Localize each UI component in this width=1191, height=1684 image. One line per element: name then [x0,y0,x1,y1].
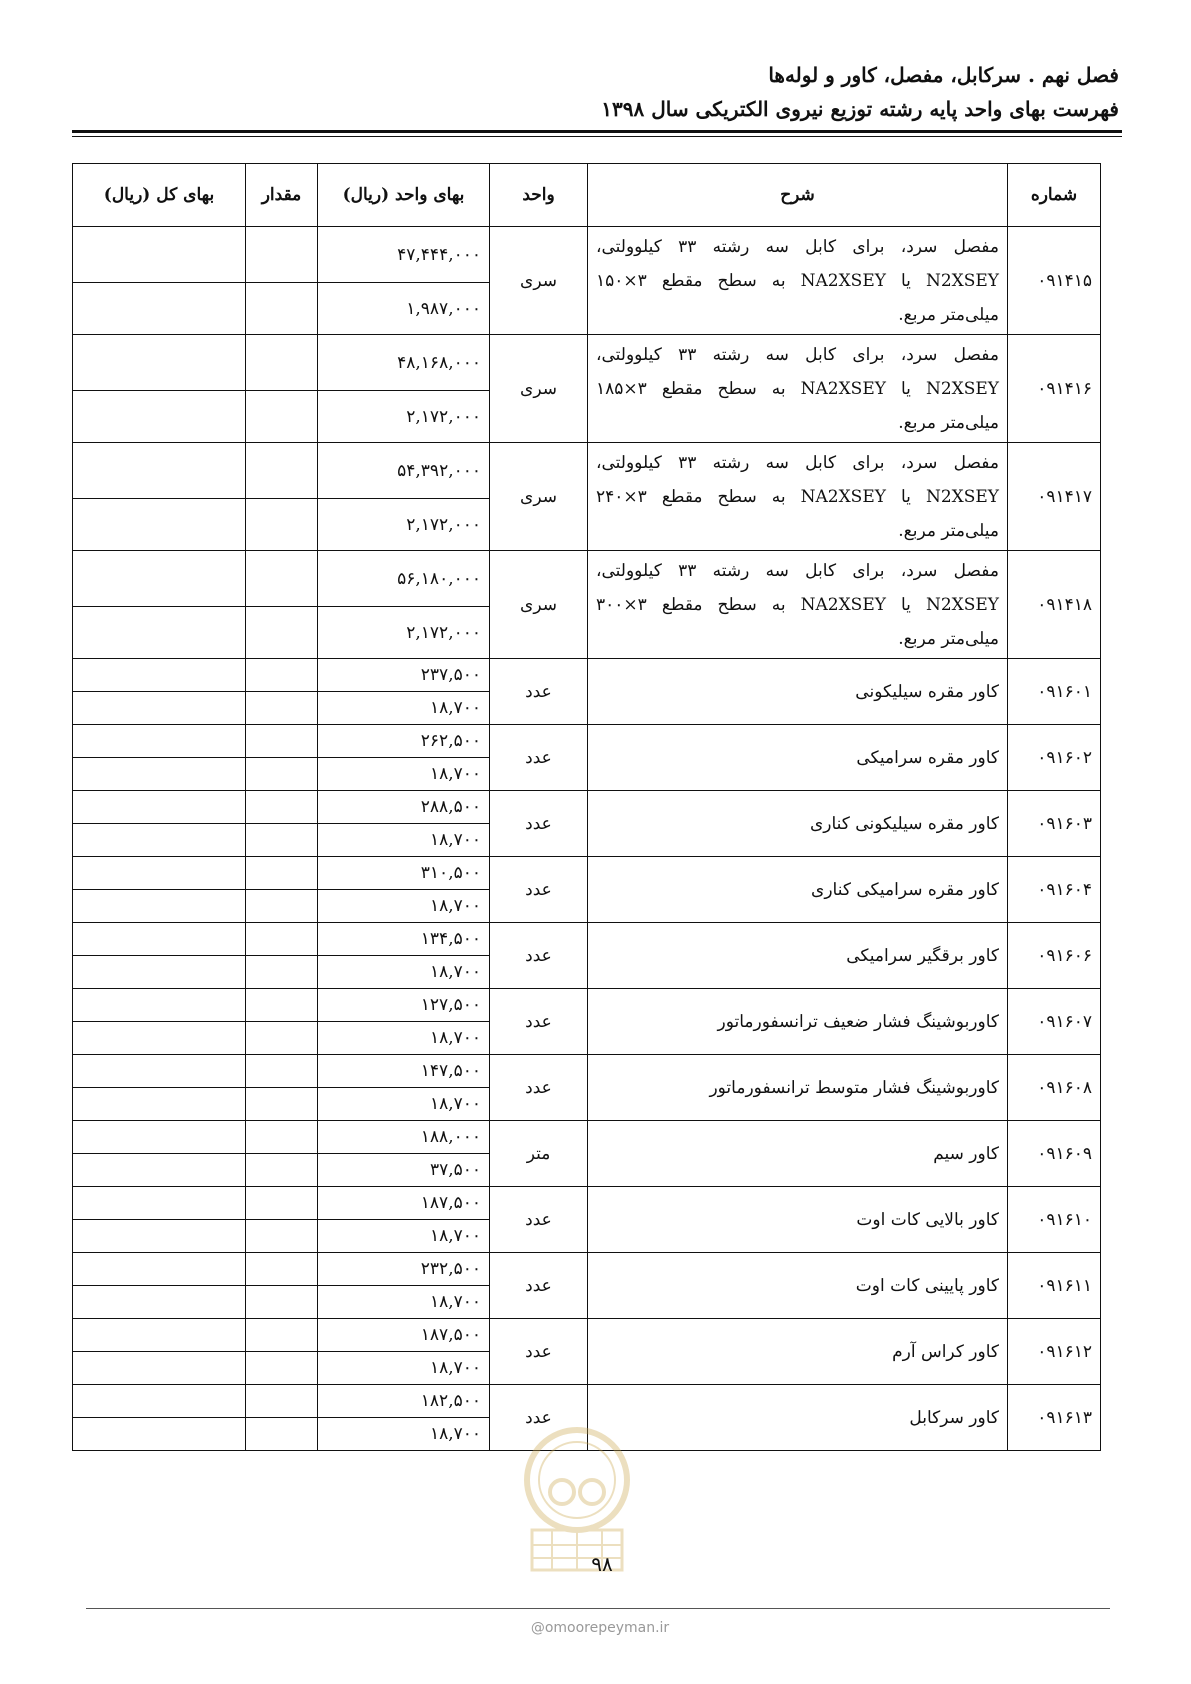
table-row [73,923,1101,956]
item-unit: متر [490,1121,588,1187]
item-quantity-cell [246,1385,318,1418]
table-row [73,1121,1101,1154]
item-quantity-cell [246,443,318,499]
item-price-primary: ۴۸,۱۶۸,۰۰۰ [318,335,490,391]
item-code: ۰۹۱۶۰۳ [1008,791,1101,857]
item-total-cell [73,1385,246,1418]
item-unit: عدد [490,1385,588,1451]
table-row [73,659,1101,692]
item-total-cell [73,1319,246,1352]
item-unit: عدد [490,1253,588,1319]
item-unit: عدد [490,857,588,923]
item-price-primary: ۲۸۸,۵۰۰ [318,791,490,824]
item-quantity-cell [246,551,318,607]
item-unit: سری [490,335,588,443]
item-code: ۰۹۱۴۱۸ [1008,551,1101,659]
header-quantity: مقدار [246,164,318,227]
item-price-secondary: ۱۸,۷۰۰ [318,824,490,857]
item-total-cell [73,1220,246,1253]
item-code: ۰۹۱۴۱۶ [1008,335,1101,443]
watermark-logo [512,1420,642,1580]
item-description: مفصل سرد، برای کابل سه رشته ۳۳ کیلوولتی، N2XSEY یا NA2XSEY به سطح مقطع ۳×۲۴۰ میلی‌متر مربع. [588,443,1008,551]
header-rule-thin [72,136,1122,137]
item-price-secondary: ۱,۹۸۷,۰۰۰ [318,283,490,335]
item-total-cell [73,857,246,890]
item-price-secondary: ۲,۱۷۲,۰۰۰ [318,391,490,443]
item-description: کاور مقره سیلیکونی کناری [588,791,1008,857]
item-price-secondary: ۱۸,۷۰۰ [318,956,490,989]
item-total-cell [73,1154,246,1187]
item-quantity-cell [246,1253,318,1286]
item-total-cell [73,1352,246,1385]
item-price-primary: ۴۷,۴۴۴,۰۰۰ [318,227,490,283]
table-row [73,551,1101,607]
item-quantity-cell [246,1121,318,1154]
item-total-cell [73,1088,246,1121]
price-table [72,163,1101,1451]
item-code: ۰۹۱۶۰۱ [1008,659,1101,725]
item-quantity-cell [246,607,318,659]
item-total-cell [73,890,246,923]
item-price-primary: ۲۳۲,۵۰۰ [318,1253,490,1286]
header-total: بهای کل (ریال) [73,164,246,227]
item-description: کاور سیم [588,1121,1008,1187]
item-description: مفصل سرد، برای کابل سه رشته ۳۳ کیلوولتی، N2XSEY یا NA2XSEY به سطح مقطع ۳×۱۵۰ میلی‌متر مربع. [588,227,1008,335]
item-description: کاوربوشینگ فشار ضعیف ترانسفورماتور [588,989,1008,1055]
item-quantity-cell [246,923,318,956]
item-quantity-cell [246,1154,318,1187]
item-price-primary: ۲۳۷,۵۰۰ [318,659,490,692]
item-description: کاور کراس آرم [588,1319,1008,1385]
item-price-secondary: ۲,۱۷۲,۰۰۰ [318,607,490,659]
item-code: ۰۹۱۴۱۷ [1008,443,1101,551]
item-quantity-cell [246,758,318,791]
table-row [73,1319,1101,1352]
item-quantity-cell [246,824,318,857]
item-total-cell [73,824,246,857]
item-price-primary: ۲۶۲,۵۰۰ [318,725,490,758]
item-price-secondary: ۱۸,۷۰۰ [318,1088,490,1121]
item-unit: سری [490,227,588,335]
item-price-primary: ۱۴۷,۵۰۰ [318,1055,490,1088]
item-quantity-cell [246,499,318,551]
item-price-secondary: ۱۸,۷۰۰ [318,692,490,725]
item-price-secondary: ۱۸,۷۰۰ [318,890,490,923]
item-total-cell [73,1187,246,1220]
watermark-site: @omoorepeyman.ir [530,1620,670,1636]
item-price-primary: ۱۸۷,۵۰۰ [318,1319,490,1352]
item-quantity-cell [246,1022,318,1055]
item-description: کاور بالایی کات اوت [588,1187,1008,1253]
item-description: مفصل سرد، برای کابل سه رشته ۳۳ کیلوولتی، N2XSEY یا NA2XSEY به سطح مقطع ۳×۳۰۰ میلی‌متر مربع. [588,551,1008,659]
item-code: ۰۹۱۶۰۶ [1008,923,1101,989]
item-price-primary: ۳۱۰,۵۰۰ [318,857,490,890]
footer-rule [86,1608,1110,1609]
item-unit: عدد [490,989,588,1055]
item-code: ۰۹۱۶۱۱ [1008,1253,1101,1319]
item-quantity-cell [246,1088,318,1121]
header-description: شرح [588,164,1008,227]
item-price-primary: ۱۲۷,۵۰۰ [318,989,490,1022]
item-unit: سری [490,551,588,659]
item-unit: عدد [490,659,588,725]
item-description: کاور مقره سرامیکی کناری [588,857,1008,923]
item-quantity-cell [246,1418,318,1451]
table-row [73,857,1101,890]
item-price-secondary: ۱۸,۷۰۰ [318,1220,490,1253]
item-price-secondary: ۱۸,۷۰۰ [318,1022,490,1055]
item-total-cell [73,989,246,1022]
item-quantity-cell [246,1220,318,1253]
item-unit: عدد [490,1055,588,1121]
table-row [73,335,1101,391]
item-total-cell [73,335,246,391]
item-total-cell [73,692,246,725]
item-code: ۰۹۱۶۱۰ [1008,1187,1101,1253]
item-total-cell [73,1055,246,1088]
item-price-primary: ۱۸۷,۵۰۰ [318,1187,490,1220]
item-price-secondary: ۱۸,۷۰۰ [318,1286,490,1319]
item-total-cell [73,1418,246,1451]
item-total-cell [73,1022,246,1055]
item-code: ۰۹۱۶۰۷ [1008,989,1101,1055]
item-price-primary: ۱۸۸,۰۰۰ [318,1121,490,1154]
item-quantity-cell [246,283,318,335]
table-row [73,1187,1101,1220]
item-unit: عدد [490,725,588,791]
item-code: ۰۹۱۶۰۲ [1008,725,1101,791]
item-total-cell [73,227,246,283]
item-total-cell [73,791,246,824]
item-price-secondary: ۱۸,۷۰۰ [318,1418,490,1451]
item-description: کاور مقره سرامیکی [588,725,1008,791]
item-total-cell [73,725,246,758]
item-quantity-cell [246,227,318,283]
item-unit: عدد [490,791,588,857]
item-quantity-cell [246,1187,318,1220]
item-total-cell [73,443,246,499]
item-description: کاور سرکابل [588,1385,1008,1451]
item-total-cell [73,607,246,659]
item-quantity-cell [246,692,318,725]
item-code: ۰۹۱۴۱۵ [1008,227,1101,335]
header-unit: واحد [490,164,588,227]
item-code: ۰۹۱۶۰۴ [1008,857,1101,923]
item-quantity-cell [246,725,318,758]
item-unit: عدد [490,923,588,989]
item-price-secondary: ۲,۱۷۲,۰۰۰ [318,499,490,551]
table-row [73,443,1101,499]
item-quantity-cell [246,391,318,443]
item-code: ۰۹۱۶۰۸ [1008,1055,1101,1121]
item-total-cell [73,758,246,791]
item-unit: عدد [490,1319,588,1385]
item-total-cell [73,1253,246,1286]
item-unit: عدد [490,1187,588,1253]
item-quantity-cell [246,335,318,391]
item-total-cell [73,283,246,335]
item-price-primary: ۵۶,۱۸۰,۰۰۰ [318,551,490,607]
item-total-cell [73,659,246,692]
item-total-cell [73,1121,246,1154]
table-row [73,725,1101,758]
table-row [73,1385,1101,1418]
table-row [73,1055,1101,1088]
item-price-secondary: ۳۷,۵۰۰ [318,1154,490,1187]
item-description: کاوربوشینگ فشار متوسط ترانسفورماتور [588,1055,1008,1121]
header-rule-thick [72,130,1122,133]
table-row [73,791,1101,824]
item-quantity-cell [246,1352,318,1385]
item-price-primary: ۵۴,۳۹۲,۰۰۰ [318,443,490,499]
item-code: ۰۹۱۶۰۹ [1008,1121,1101,1187]
table-row [73,1253,1101,1286]
item-quantity-cell [246,989,318,1022]
page-number: ۹۸ [591,1552,613,1576]
item-description: کاور مقره سیلیکونی [588,659,1008,725]
item-quantity-cell [246,791,318,824]
list-title: فهرست بهای واحد پایه رشته توزیع نیروی الکتریکی سال ۱۳۹۸ [601,97,1119,121]
header-unit-price: بهای واحد (ریال) [318,164,490,227]
table-header-row [73,164,1101,227]
item-description: کاور برقگیر سرامیکی [588,923,1008,989]
item-total-cell [73,923,246,956]
item-total-cell [73,391,246,443]
item-quantity-cell [246,956,318,989]
page-header [69,58,1119,126]
item-code: ۰۹۱۶۱۲ [1008,1319,1101,1385]
item-price-primary: ۱۳۴,۵۰۰ [318,923,490,956]
item-description: مفصل سرد، برای کابل سه رشته ۳۳ کیلوولتی، N2XSEY یا NA2XSEY به سطح مقطع ۳×۱۸۵ میلی‌متر مربع. [588,335,1008,443]
item-description: کاور پایینی کات اوت [588,1253,1008,1319]
item-quantity-cell [246,857,318,890]
item-price-secondary: ۱۸,۷۰۰ [318,1352,490,1385]
item-code: ۰۹۱۶۱۳ [1008,1385,1101,1451]
table-row [73,989,1101,1022]
item-total-cell [73,551,246,607]
item-price-secondary: ۱۸,۷۰۰ [318,758,490,791]
item-quantity-cell [246,890,318,923]
item-quantity-cell [246,1286,318,1319]
header-code: شماره [1008,164,1101,227]
item-price-primary: ۱۸۲,۵۰۰ [318,1385,490,1418]
item-total-cell [73,499,246,551]
table-row [73,227,1101,283]
item-total-cell [73,956,246,989]
item-quantity-cell [246,1055,318,1088]
item-quantity-cell [246,659,318,692]
item-total-cell [73,1286,246,1319]
item-quantity-cell [246,1319,318,1352]
chapter-title: فصل نهم . سرکابل، مفصل، کاور و لوله‌ها [768,63,1119,87]
item-unit: سری [490,443,588,551]
